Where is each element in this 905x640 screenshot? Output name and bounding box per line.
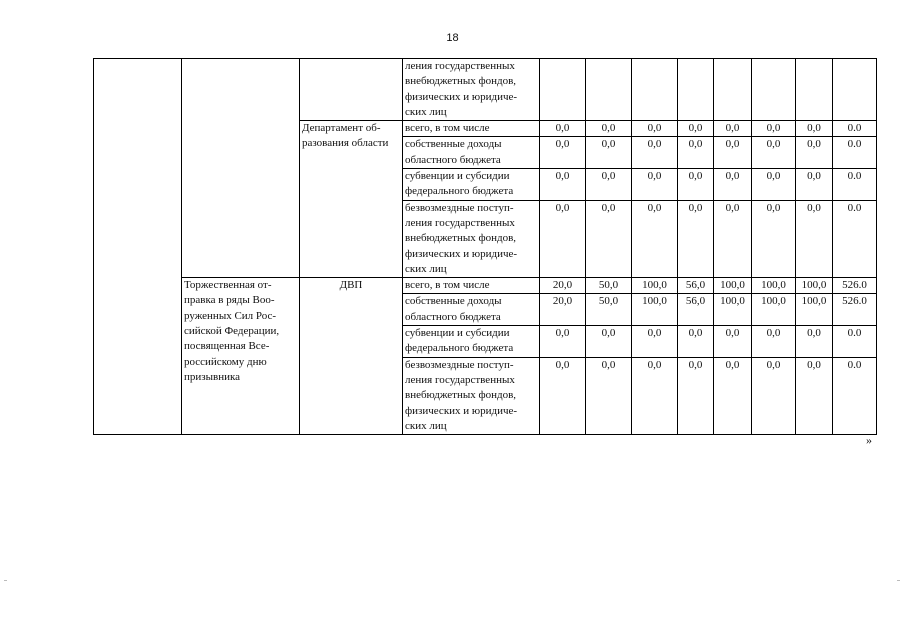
value-cell: 0,0 xyxy=(632,169,678,201)
value-cell xyxy=(796,59,833,121)
event-name-cell: Торжественная от- правка в ряды Воо- руженных Сил Рос- сийской Федерации, посвященная Все- российскому дню призывника xyxy=(182,278,300,435)
budget-table xyxy=(93,58,877,435)
value-cell: 0,0 xyxy=(678,200,714,277)
value-cell: 20,0 xyxy=(540,278,586,294)
total-cell: 0.0 xyxy=(833,200,877,277)
value-cell: 0,0 xyxy=(586,357,632,434)
total-cell: 0.0 xyxy=(833,357,877,434)
value-cell: 50,0 xyxy=(586,278,632,294)
value-cell: 0,0 xyxy=(632,326,678,358)
value-cell: 100,0 xyxy=(714,294,752,326)
funding-source-cell: собственные доходы областного бюджета xyxy=(403,294,540,326)
value-cell: 0,0 xyxy=(752,200,796,277)
value-cell: 100,0 xyxy=(714,278,752,294)
funding-source-cell: субвенции и субсидии федерального бюджета xyxy=(403,169,540,201)
total-cell: 0.0 xyxy=(833,137,877,169)
value-cell: 50,0 xyxy=(586,294,632,326)
value-cell: 0,0 xyxy=(714,169,752,201)
value-cell: 0,0 xyxy=(714,200,752,277)
value-cell: 0,0 xyxy=(540,200,586,277)
value-cell: 100,0 xyxy=(752,278,796,294)
value-cell: 0,0 xyxy=(632,137,678,169)
funding-source-cell: всего, в том числе xyxy=(403,121,540,137)
value-cell: 0,0 xyxy=(752,357,796,434)
value-cell: 0,0 xyxy=(714,121,752,137)
total-cell: 526.0 xyxy=(833,278,877,294)
value-cell: 0,0 xyxy=(714,357,752,434)
value-cell: 0,0 xyxy=(586,169,632,201)
value-cell: 0,0 xyxy=(632,357,678,434)
value-cell: 0,0 xyxy=(752,137,796,169)
total-cell: 526.0 xyxy=(833,294,877,326)
cell-col3 xyxy=(300,59,403,121)
value-cell: 0,0 xyxy=(678,169,714,201)
funding-source-cell: субвенции и субсидии федерального бюджета xyxy=(403,326,540,358)
value-cell: 0,0 xyxy=(678,326,714,358)
value-cell: 0,0 xyxy=(540,326,586,358)
value-cell: 0,0 xyxy=(586,200,632,277)
value-cell: 0,0 xyxy=(796,169,833,201)
value-cell: 0,0 xyxy=(540,137,586,169)
value-cell: 0,0 xyxy=(632,121,678,137)
value-cell xyxy=(752,59,796,121)
value-cell: 0,0 xyxy=(796,121,833,137)
table-row xyxy=(94,59,877,121)
value-cell: 56,0 xyxy=(678,278,714,294)
value-cell: 0,0 xyxy=(752,169,796,201)
value-cell: 0,0 xyxy=(678,121,714,137)
value-cell: 0,0 xyxy=(796,200,833,277)
value-cell: 0,0 xyxy=(586,121,632,137)
closing-quote-mark: » xyxy=(866,433,872,447)
value-cell: 20,0 xyxy=(540,294,586,326)
value-cell: 100,0 xyxy=(796,294,833,326)
funding-source-cell: безвозмездные поступ- ления государственных внебюджетных фондов, физических и юридиче- ских лиц xyxy=(403,357,540,434)
executor-cell: Департамент об- разования области xyxy=(300,121,403,278)
value-cell xyxy=(540,59,586,121)
value-cell: 0,0 xyxy=(752,121,796,137)
value-cell: 0,0 xyxy=(678,137,714,169)
funding-source-cell: всего, в том числе xyxy=(403,278,540,294)
value-cell: 0,0 xyxy=(540,169,586,201)
total-cell: 0.0 xyxy=(833,326,877,358)
funding-source-cell: собственные доходы областного бюджета xyxy=(403,137,540,169)
value-cell xyxy=(632,59,678,121)
value-cell: 0,0 xyxy=(752,326,796,358)
value-cell: 0,0 xyxy=(714,137,752,169)
page-number: 18 xyxy=(446,32,459,44)
scan-edge-mark xyxy=(4,580,7,581)
executor-cell: ДВП xyxy=(300,278,403,435)
value-cell: 0,0 xyxy=(540,121,586,137)
value-cell: 0,0 xyxy=(678,357,714,434)
value-cell: 0,0 xyxy=(796,137,833,169)
value-cell xyxy=(678,59,714,121)
value-cell: 100,0 xyxy=(752,294,796,326)
value-cell: 100,0 xyxy=(632,294,678,326)
value-cell: 0,0 xyxy=(632,200,678,277)
value-cell: 100,0 xyxy=(632,278,678,294)
total-cell: 0.0 xyxy=(833,169,877,201)
merged-cell-col1 xyxy=(94,59,182,435)
scan-edge-mark xyxy=(897,580,900,581)
total-cell: 0.0 xyxy=(833,121,877,137)
value-cell: 56,0 xyxy=(678,294,714,326)
value-cell: 0,0 xyxy=(586,137,632,169)
total-cell xyxy=(833,59,877,121)
value-cell: 0,0 xyxy=(796,326,833,358)
value-cell: 0,0 xyxy=(714,326,752,358)
merged-cell-col2 xyxy=(182,59,300,278)
value-cell: 100,0 xyxy=(796,278,833,294)
value-cell: 0,0 xyxy=(586,326,632,358)
table-row xyxy=(94,278,877,294)
value-cell: 0,0 xyxy=(796,357,833,434)
value-cell xyxy=(586,59,632,121)
value-cell: 0,0 xyxy=(540,357,586,434)
funding-source-cell: ления государственных внебюджетных фондов, физических и юридиче- ских лиц xyxy=(403,59,540,121)
funding-source-cell: безвозмездные поступ- ления государственных внебюджетных фондов, физических и юридиче- ских лиц xyxy=(403,200,540,277)
value-cell xyxy=(714,59,752,121)
